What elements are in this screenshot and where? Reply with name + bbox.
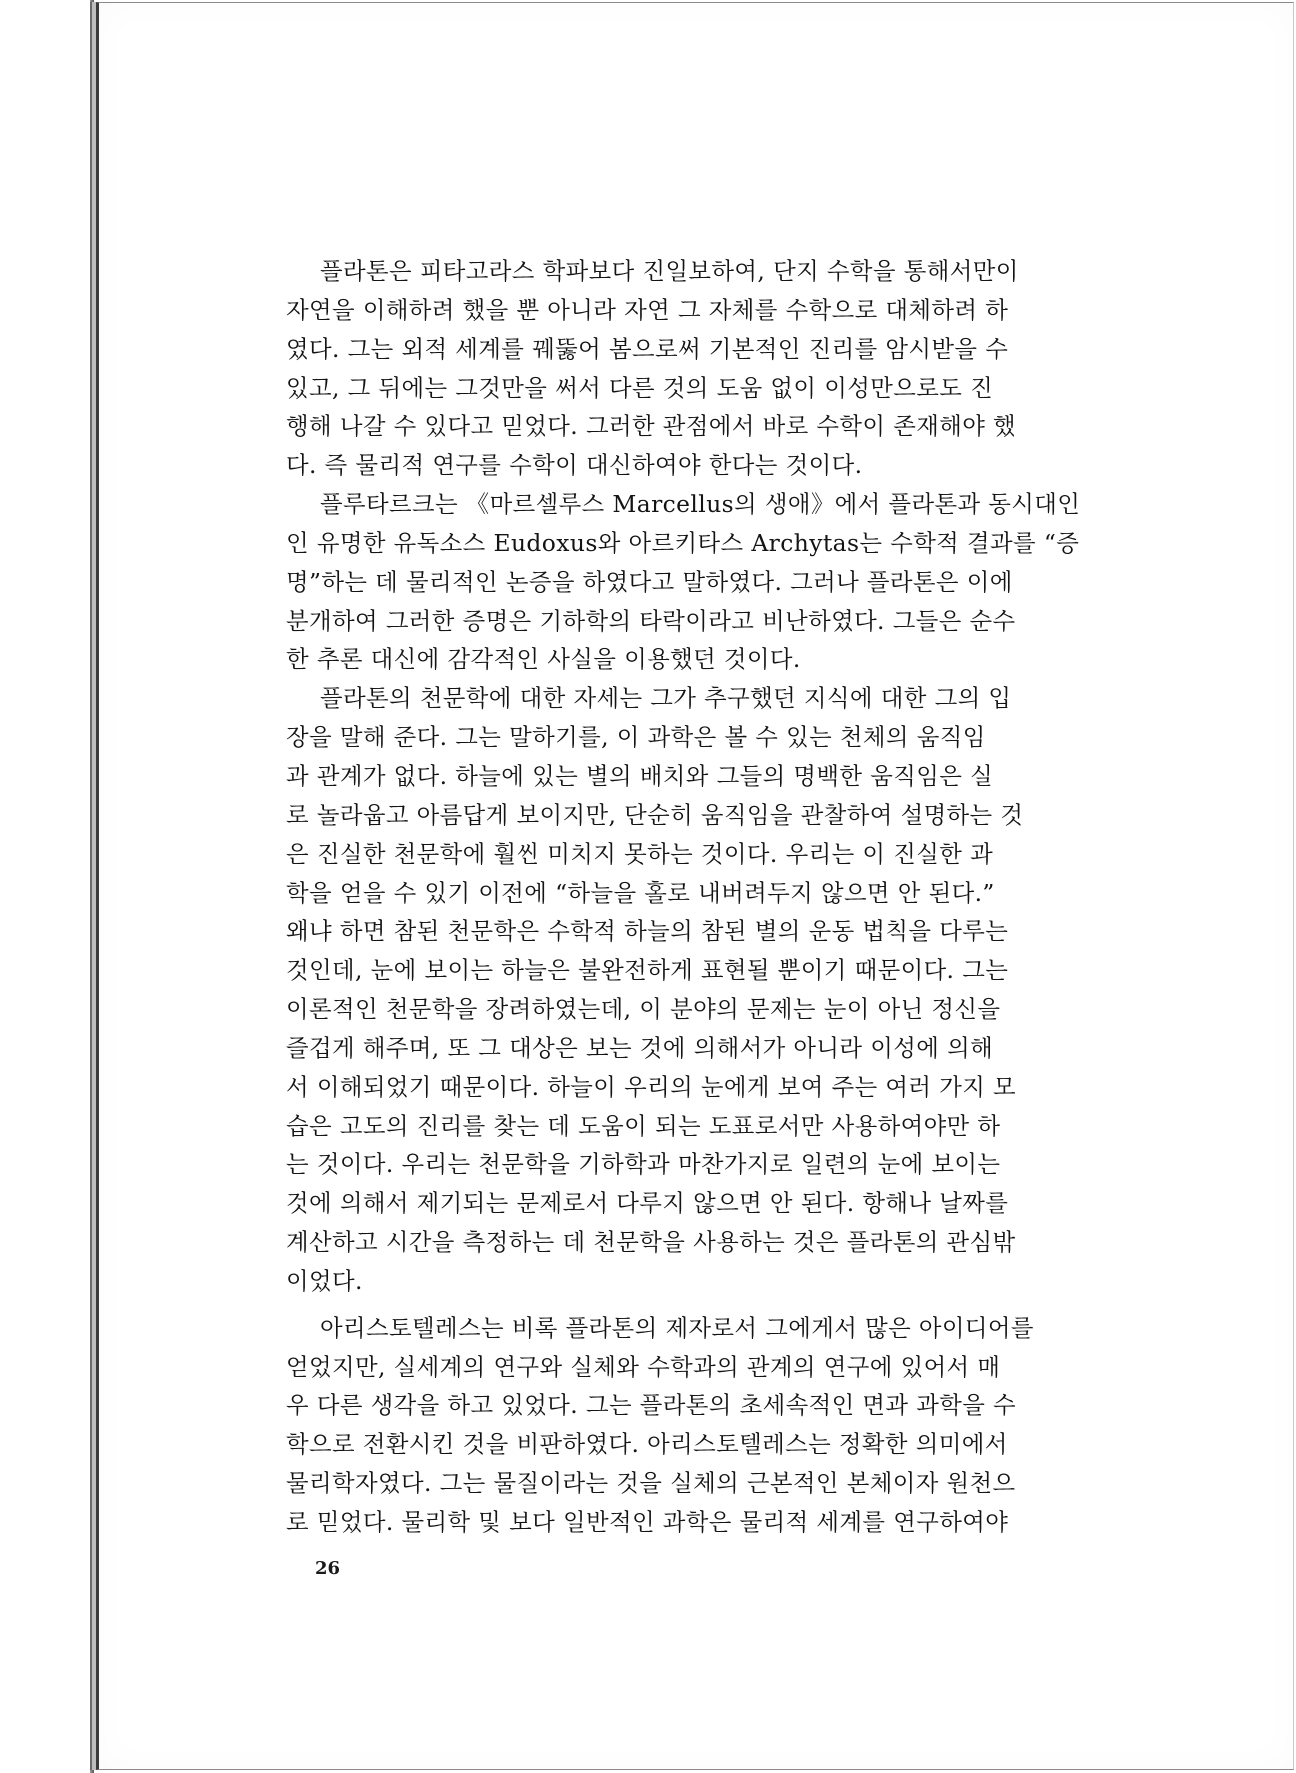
text-line: 분개하여 그러한 증명은 기하학의 타락이라고 비난하였다. 그들은 순수 (286, 606, 1016, 635)
paragraph-2 (286, 485, 1132, 679)
text-line: 한 추론 대신에 감각적인 사실을 이용했던 것이다. (286, 645, 801, 674)
text-line: 행해 나갈 수 있다고 믿었다. 그러한 관점에서 바로 수학이 존재해야 했 (286, 412, 1017, 441)
text-line: 물리학자였다. 그는 물질이라는 것을 실체의 근본적인 본체이자 원천으 (286, 1469, 1016, 1498)
text-line: 즐겁게 해주며, 또 그 대상은 보는 것에 의해서가 아니라 이성에 의해 (286, 1033, 994, 1062)
paragraph-4 (286, 1309, 1132, 1542)
page-number: 26 (315, 1558, 341, 1579)
text-line: 서 이해되었기 때문이다. 하늘이 우리의 눈에게 보여 주는 여러 가지 모 (286, 1072, 1017, 1101)
text-line: 왜냐 하면 참된 천문학은 수학적 하늘의 참된 별의 운동 법칙을 다루는 (286, 917, 1009, 946)
text-line: 플라톤은 피타고라스 학파보다 진일보하여, 단지 수학을 통해서만이 (320, 257, 1019, 285)
paragraph-3 (286, 679, 1132, 1301)
text-line: 이었다. (286, 1266, 363, 1295)
text-line: 로 놀라웁고 아름답게 보이지만, 단순히 움직임을 관찰하여 설명하는 것 (286, 800, 1024, 829)
book-spine-edge (90, 0, 94, 1773)
text-line: 는 것이다. 우리는 천문학을 기하학과 마찬가지로 일련의 눈에 보이는 (286, 1150, 1001, 1179)
text-line: 것에 의해서 제기되는 문제로서 다루지 않으면 안 된다. 항해나 날짜를 (286, 1189, 1009, 1218)
text-line: 은 진실한 천문학에 훨씬 미치지 못하는 것이다. 우리는 이 진실한 과 (286, 839, 994, 868)
paragraph-gap (286, 1301, 1132, 1309)
text-line: 로 믿었다. 물리학 및 보다 일반적인 과학은 물리적 세계를 연구하여야 (286, 1508, 1009, 1536)
text-line: 있고, 그 뒤에는 그것만을 써서 다른 것의 도움 없이 이성만으로도 진 (286, 373, 994, 402)
text-line: 습은 고도의 진리를 찾는 데 도움이 되는 도표로서만 사용하여야만 하 (286, 1111, 1001, 1140)
text-line: 였다. 그는 외적 세계를 꿰뚫어 봄으로써 기본적인 진리를 암시받을 수 (286, 334, 1009, 363)
text-line: 명”하는 데 물리적인 논증을 하였다고 말하였다. 그러나 플라톤은 이에 (286, 567, 1013, 596)
text-line: 과 관계가 없다. 하늘에 있는 별의 배치와 그들의 명백한 움직임은 실 (286, 761, 994, 790)
text-line: 아리스토텔레스는 비록 플라톤의 제자로서 그에게서 많은 아이디어를 (320, 1313, 1034, 1342)
page-body-text (286, 252, 1132, 1542)
text-line: 플루타르크는 《마르셀루스 Marcellus의 생애》에서 플라톤과 동시대인 (320, 490, 1081, 519)
text-line: 플라톤의 천문학에 대한 자세는 그가 추구했던 지식에 대한 그의 입 (320, 684, 1012, 713)
text-line: 계산하고 시간을 측정하는 데 천문학을 사용하는 것은 플라톤의 관심밖 (286, 1228, 1016, 1257)
text-line: 이론적인 천문학을 장려하였는데, 이 분야의 문제는 눈이 아닌 정신을 (286, 995, 1001, 1024)
text-line: 우 다른 생각을 하고 있었다. 그는 플라톤의 초세속적인 면과 과학을 수 (286, 1391, 1017, 1420)
text-line: 자연을 이해하려 했을 뿐 아니라 자연 그 자체를 수학으로 대체하려 하 (286, 295, 1009, 324)
text-line: 학으로 전환시킨 것을 비판하였다. 아리스토텔레스는 정확한 의미에서 (286, 1430, 1008, 1459)
text-line: 장을 말해 준다. 그는 말하기를, 이 과학은 볼 수 있는 천체의 움직임 (286, 723, 986, 752)
text-line: 다. 즉 물리적 연구를 수학이 대신하여야 한다는 것이다. (286, 451, 863, 480)
paragraph-1 (286, 252, 1132, 485)
text-line: 인 유명한 유독소스 Eudoxus와 아르키타스 Archytas는 수학적 결과를 “증 (286, 528, 1080, 557)
text-line: 얻었지만, 실세계의 연구와 실체와 수학과의 관계의 연구에 있어서 매 (286, 1352, 1001, 1381)
text-line: 것인데, 눈에 보이는 하늘은 불완전하게 표현될 뿐이기 때문이다. 그는 (286, 956, 1009, 985)
text-line: 학을 얻을 수 있기 이전에 “하늘을 홀로 내버려두지 않으면 안 된다.” (286, 878, 995, 907)
